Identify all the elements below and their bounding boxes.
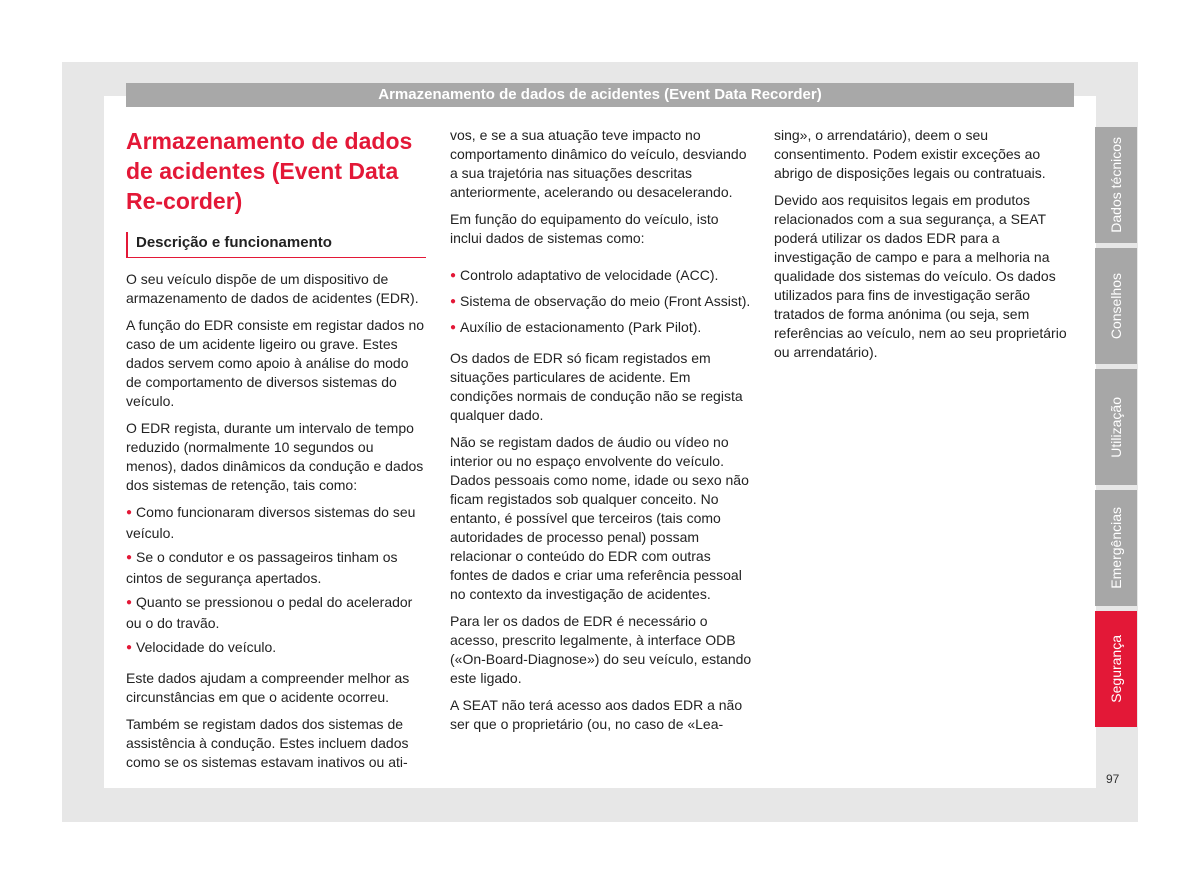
paragraph: Em função do equipamento do veículo, isto inclui dados de sistemas como: bbox=[450, 211, 719, 246]
bullet-list bbox=[450, 266, 752, 339]
bullet-icon: ● bbox=[126, 552, 133, 563]
list-item: ● Controlo adaptativo de velocidade (ACC). bbox=[450, 267, 719, 283]
tab-dados-tecnicos[interactable]: Dados técnicos bbox=[1095, 127, 1137, 243]
paragraph: A função do EDR consiste em registar dados no caso de um acidente ligeiro ou grave. Estes dados servem como apoio à análise do modo de comportamento de diversos sistemas do veículo. bbox=[126, 317, 425, 409]
page-number: 97 bbox=[1106, 772, 1120, 786]
paragraph: sing», o arrendatário), deem o seu consentimento. Podem existir exceções ao abrigo de disposições legais ou contratuais. bbox=[774, 127, 1046, 181]
column-3 bbox=[774, 126, 1074, 370]
list-item: ● Velocidade do veículo. bbox=[126, 639, 277, 655]
paragraph: O EDR regista, durante um intervalo de tempo reduzido (normalmente 10 segundos ou menos), dados dinâmicos da condução e dados dos sistemas de retenção, tais como: bbox=[126, 420, 424, 493]
tab-conselhos[interactable]: Conselhos bbox=[1095, 248, 1137, 364]
tab-emergencias[interactable]: Emergências bbox=[1095, 490, 1137, 606]
column-1 bbox=[126, 126, 426, 780]
paragraph: O seu veículo dispõe de um dispositivo de armazenamento de dados de acidentes (EDR). bbox=[126, 271, 419, 306]
paragraph: Este dados ajudam a compreender melhor as circunstâncias em que o acidente ocorreu. bbox=[126, 670, 410, 705]
bullet-list bbox=[126, 503, 426, 659]
paragraph: A SEAT não terá acesso aos dados EDR a não ser que o proprietário (ou, no caso de «Lea- bbox=[450, 697, 743, 732]
list-item: ● Quanto se pressionou o pedal do acelerador ou o do travão. bbox=[126, 594, 413, 631]
subheading: Descrição e funcionamento bbox=[126, 232, 426, 258]
paragraph: Também se registam dados dos sistemas de assistência à condução. Estes incluem dados como se os sistemas estavam inativos ou ati- bbox=[126, 716, 409, 770]
paragraph: Não se registam dados de áudio ou vídeo no interior ou no espaço envolvente do veículo. Dados pessoais como nome, idade ou sexo não ficam registados sob qualquer conceito. No entanto, é possível que terceiros (tais como autoridades de processo penal) possam relacionar o conteúdo do EDR com outras fontes de dados e criar uma referência pessoal no contexto da investigação de acidentes. bbox=[450, 434, 749, 602]
bullet-icon: ● bbox=[126, 507, 133, 518]
paragraph: Devido aos requisitos legais em produtos relacionados com a sua segurança, a SEAT poderá utilizar os dados EDR para a investigação de campo e para a melhoria na qualidade dos sistemas do veículo. Os dados utilizados para fins de investigação serão tratados de forma anónima (ou seja, sem referências ao veículo, nem ao seu proprietário ou arrendatário). bbox=[774, 192, 1067, 360]
list-item: ● Sistema de observação do meio (Front Assist). bbox=[450, 293, 751, 309]
bullet-icon: ● bbox=[450, 270, 457, 281]
bullet-icon: ● bbox=[126, 642, 133, 653]
paragraph: vos, e se a sua atuação teve impacto no comportamento dinâmico do veículo, desviando a sua trajetória nas situações descritas anteriormente, acelerando ou desacelerando. bbox=[450, 127, 747, 200]
paragraph: Os dados de EDR só ficam registados em situações particulares de acidente. Em condições normais de condução não se regista qualquer dado. bbox=[450, 350, 743, 423]
list-item: ● Como funcionaram diversos sistemas do seu veículo. bbox=[126, 504, 416, 541]
tab-seguranca[interactable]: Segurança bbox=[1095, 611, 1137, 727]
column-2 bbox=[450, 126, 752, 742]
page-title: Armazenamento de dados de acidentes (Event Data Re-corder) bbox=[126, 128, 413, 214]
bullet-icon: ● bbox=[450, 296, 457, 307]
tab-utilizacao[interactable]: Utilização bbox=[1095, 369, 1137, 485]
list-item: ● Se o condutor e os passageiros tinham os cintos de segurança apertados. bbox=[126, 549, 398, 586]
bullet-icon: ● bbox=[126, 597, 133, 608]
section-header-bar: Armazenamento de dados de acidentes (Event Data Recorder) bbox=[126, 83, 1074, 107]
paragraph: Para ler os dados de EDR é necessário o acesso, prescrito legalmente, à interface ODB («On-Board-Diagnose») do seu veículo, estando este ligado. bbox=[450, 613, 752, 686]
bullet-icon: ● bbox=[450, 322, 457, 333]
list-item: ● Auxílio de estacionamento (Park Pilot). bbox=[450, 319, 702, 335]
